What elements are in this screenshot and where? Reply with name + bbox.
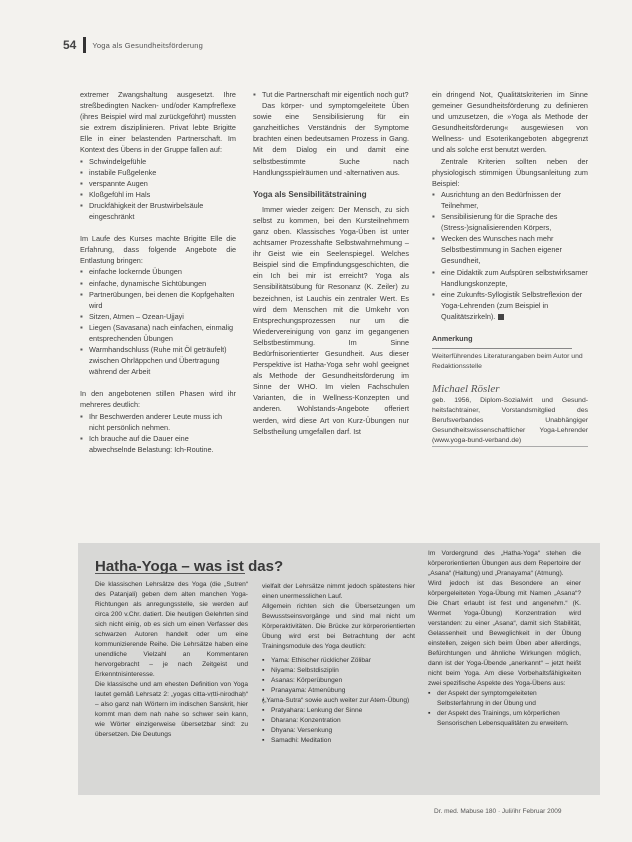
info-box-title-rule bbox=[95, 573, 245, 574]
list-item: ▪ Schwindelgefühle bbox=[80, 156, 236, 167]
list-item: ▪ Pranayama: Atmenübung bbox=[262, 686, 415, 696]
paragraph: vielfalt der Lehrsätze nimmt jedoch spätestens hier einen unermesslichen Lauf. Allgemein richten sich die Übersetzungen um Bewusstseinsvorgänge und sind mal nicht um Körperaktivitäten. Die Brücke zur körperorientierten Übung wird erst bei Betrachtung der acht Trainingsmodule des Yoga deutlich: bbox=[262, 583, 415, 650]
list-item: ▪ Wecken des Wunsches nach mehr Selbstbestimmung in Sachen eigener Gesundheit, bbox=[432, 233, 588, 266]
paragraph: Immer wieder zeigen: Der Mensch, zu sich selbst zu kommen, bei den Kursteilnehmern ganz oben. Klassisches Yoga-Üben ist unter achtsamer Prozesshafte Selbstwahrnehmung – ihr Geist wie ein Seelenspiegel. Welches Beispiel sind die Empfindungsgeschichten, die ein Ich bei mir ist erreicht? Yoga als Sensibilitätsübung für Resonanz (K. Zeiler) zu bezeichnen, ist Lauchis ein zentraler Wert. Es wird dem Menschen mit die Umkehr von Entsprechungsprozessen nur um die Wiedervereinigung von ganz im gegangenen Selbstbestimmung. Im Sinne Bedürfnisorientierter Gesundheit. Aus dieser Perspektive ist Hatha-Yoga sehr wohl geeignet als Methode der Gesundheitsförderung im Sinne der WHO. Im vielen Fachschulen Varianten, die in Wellness-Konzepten und anderen. Wohlstands-Angebote offeriert werden, wird diese Art von Kurz-Übungen nur Selbstheilung umgefallen darf. Ist bbox=[253, 204, 409, 436]
info-box-title: Hatha-Yoga – was ist das? bbox=[95, 558, 284, 575]
list-item: ▪ Kloßgefühl im Hals bbox=[80, 189, 236, 200]
paragraph: ein dringend Not, Qualitätskriterien im Sinne gemeiner Gesundheitsförderung zu definieren und umzusetzen, die »Yoga als Methode der Gesundheitsförderung« ausgewiesen von Wellness- und Esoterikangeboten abgegrenzt und als solche erst benutzt werden. bbox=[432, 90, 588, 155]
article-column-2 bbox=[253, 89, 409, 437]
list-item-text: eine Zukunfts-Syllogistik Selbstreflexion der Yoga-Lehrenden (zum Beispiel in Qualitätszirkeln). bbox=[441, 289, 583, 321]
list-item: ▪ Liegen (Savasana) nach einfachen, einmalig entsprechenden Übungen bbox=[80, 322, 236, 344]
author-bio-text: geb. 1956, Diplom-Sozialwirt und Gesundheitsfachtrainer, Vorstandsmitglied des Berufsverbandes Unabhängiger Gesundheitswissenschaftlicher Yoga-Lehrender (www.yoga-bund-verband.de) bbox=[432, 396, 588, 447]
list-item: ▪ Sensibilisierung für die Sprache des (Stress-)signalisierenden Körpers, bbox=[432, 211, 588, 233]
list-item: ▪ Yama: Ethischer rücklicher Zölibar bbox=[262, 656, 415, 666]
list-item: ▪ Partnerübungen, bei denen die Kopfgehalten wird bbox=[80, 289, 236, 311]
paragraph: In den angebotenen stillen Phasen wird ihr mehreres deutlich: bbox=[80, 389, 236, 410]
running-title: Yoga als Gesundheitsförderung bbox=[92, 40, 203, 50]
yoga-limbs-list bbox=[262, 656, 415, 746]
info-box-column-2 bbox=[262, 582, 415, 746]
page-header bbox=[63, 36, 203, 54]
list-item: ▪ einfache, dynamische Sichtübungen bbox=[80, 278, 236, 289]
paragraph: Die klassischen Lehrsätze des Yoga (die „Sutren“ des Patanjali) geben dem alten manchen Yoga-Richtungen als anregungsstelle, sie werden auf circa 200 v.Chr. datiert. Die heutigen Gelehrten sind sich nicht einig, ob es sich um einen Verfasser des schwarzen Autoren handelt oder um eine kommunizierende Reihe. Die Lehrsätze haben eine unendliche Vielzahl an Kommentaren hervorgebracht – je nach Zeitgeist und Erkenntnisinteresse. Die klassische und am ehesten Definition von Yoga lautet gemäß Lehrsatz 2: „yogas citta-vṛtti-nirodhaḥ“ – also ganz nah Wörtern im indischen Sanskrit, hier kommt man dem nah nahe so schwer sein kann, wie Wörter einzigerweise übersetzbar sind: zu übersetzen. Die Deutungs bbox=[95, 581, 248, 738]
list-item: ▪ Tut die Partnerschaft mir eigentlich noch gut? bbox=[253, 89, 409, 100]
list-item: ▪ Ihr Beschwerden anderer Leute muss ich nicht persönlich nehmen. bbox=[80, 411, 236, 433]
list-item: ▪ instabile Fußgelenke bbox=[80, 167, 236, 178]
list-item: ▪ der Aspekt der symptomgeleiteten Selbsterfahrung in der Übung und bbox=[428, 689, 581, 709]
page-number: 54 bbox=[63, 38, 77, 52]
author-name: Michael Rösler bbox=[432, 383, 500, 396]
relief-list bbox=[80, 266, 236, 377]
list-item: ▪ Druckfähigkeit der Brustwirbelsäule eingeschränkt bbox=[80, 200, 236, 222]
insight-list bbox=[80, 411, 236, 455]
article-column-3 bbox=[432, 89, 588, 447]
symptom-list bbox=[80, 156, 236, 223]
article-column-1 bbox=[80, 89, 236, 455]
question-list bbox=[253, 89, 409, 100]
paragraph: Im Laufe des Kurses machte Brigitte Elle die Erfahrung, dass folgende Angebote die Entlastung bringen: bbox=[80, 234, 236, 266]
list-item: ▪ eine Didaktik zum Aufspüren selbstwirksamer Handlungskonzepte, bbox=[432, 267, 588, 289]
paragraph: Zentrale Kriterien sollten neben der physiologisch stimmigen Übungsanleitung zum Beispiel: bbox=[432, 156, 588, 188]
info-box-column-3 bbox=[428, 549, 581, 729]
aspects-list bbox=[428, 689, 581, 729]
list-item: ▪ Ich brauche auf die Dauer eine abwechselnde Belastung: Ich-Routine. bbox=[80, 433, 236, 455]
list-item: ▪ verspannte Augen bbox=[80, 178, 236, 189]
criteria-list bbox=[432, 189, 588, 322]
end-mark-icon bbox=[498, 314, 504, 320]
author-bio bbox=[432, 396, 588, 447]
list-item bbox=[432, 289, 588, 322]
list-item: ▪ Sitzen, Atmen – Ozean-Ujjayi bbox=[80, 311, 236, 322]
list-item: ▪ Ausrichtung an den Bedürfnissen der Teilnehmer, bbox=[432, 189, 588, 211]
header-divider bbox=[83, 37, 86, 53]
paragraph: Im Vordergrund des „Hatha-Yoga“ stehen die körperorientierten Übungen aus dem Repertoire der „Asana“ (Haltung) und „Pranayama“ (Atmung). Wird jedoch ist das Besondere an einer körpergeleiteten Yoga-Übung mit Namen „Asana“? Die Chart erlaubt ist fest und angenehm.“ (K. Wermet Yoga-Übung) Konzentration wird verstanden: zu einer „Asana“, damit sich Stabilität, Gelassenheit und Beweglichkeit in der Übung einstellen, zeigen sich beim Üben aber allerdings, Befürchtungen und ähnliche Wirkungen möglich, dann ist der Yoga-Übende „anerkannt“ – jetzt heißt nicht beim Yoga. Am diese Vorbehaltsfähigkeiten zwei spezifische Aspekte des Yoga-Übens aus: bbox=[428, 550, 581, 687]
paragraph: extremer Zwangshaltung ausgesetzt. Ihre streßbedingten Nacken- und/oder Kampfreflexe (ihres Beispiel wird mal zurückgeführt) mussten sie extrem disziplinieren. Privat lebte Brigitte Elle in einer belastenden Partnerschaft. Im Kontext des Übens in der Gruppe fallen auf: bbox=[80, 90, 236, 155]
note-label: Anmerkung bbox=[432, 333, 473, 343]
page-footer: Dr. med. Mabuse 180 · Juli/ihr Februar 2009 bbox=[434, 808, 562, 815]
list-item: ▪ Niyama: Selbstdisziplin bbox=[262, 666, 415, 676]
paragraph: Das körper- und symptomgeleitete Üben sowie eine Sensibilisierung für ein ganzheitliches Verständnis der Symptome brachten einen bedeutsamen Prozess in Gang. Mit dem Dialog ein und damit eine selbstbestimmte Suche nach Handlungsspielräumen und -alternativen aus. bbox=[253, 101, 409, 177]
list-item-note: ▪ („Yama-Sutra“ sowie auch weiter zur Atem-Übung) bbox=[262, 696, 415, 706]
list-item: ▪ einfache lockernde Übungen bbox=[80, 266, 236, 277]
list-item: ▪ Warmhandschluss (Ruhe mit Öl geträufelt) zwischen Ohrläppchen und Übertragung während der Arbeit bbox=[80, 344, 236, 377]
list-item: ▪ Pratyahara: Lenkung der Sinne bbox=[262, 706, 415, 716]
list-item: ▪ Dhyana: Versenkung bbox=[262, 726, 415, 736]
info-box-column-1 bbox=[95, 580, 248, 740]
list-item: ▪ der Aspekt des Trainings, um körperlichen Sensorischen Lebensqualitäten zu erweitern. bbox=[428, 709, 581, 729]
list-item: ▪ Dharana: Konzentration bbox=[262, 716, 415, 726]
section-heading: Yoga als Sensibilitätstraining bbox=[253, 189, 367, 199]
note-text: Weiterführendes Literaturangaben beim Autor und Redaktionsstelle bbox=[432, 353, 583, 370]
note-rule bbox=[432, 348, 572, 349]
list-item: ▪ Samadhi: Meditation bbox=[262, 736, 415, 746]
list-item: ▪ Asanas: Körperübungen bbox=[262, 676, 415, 686]
